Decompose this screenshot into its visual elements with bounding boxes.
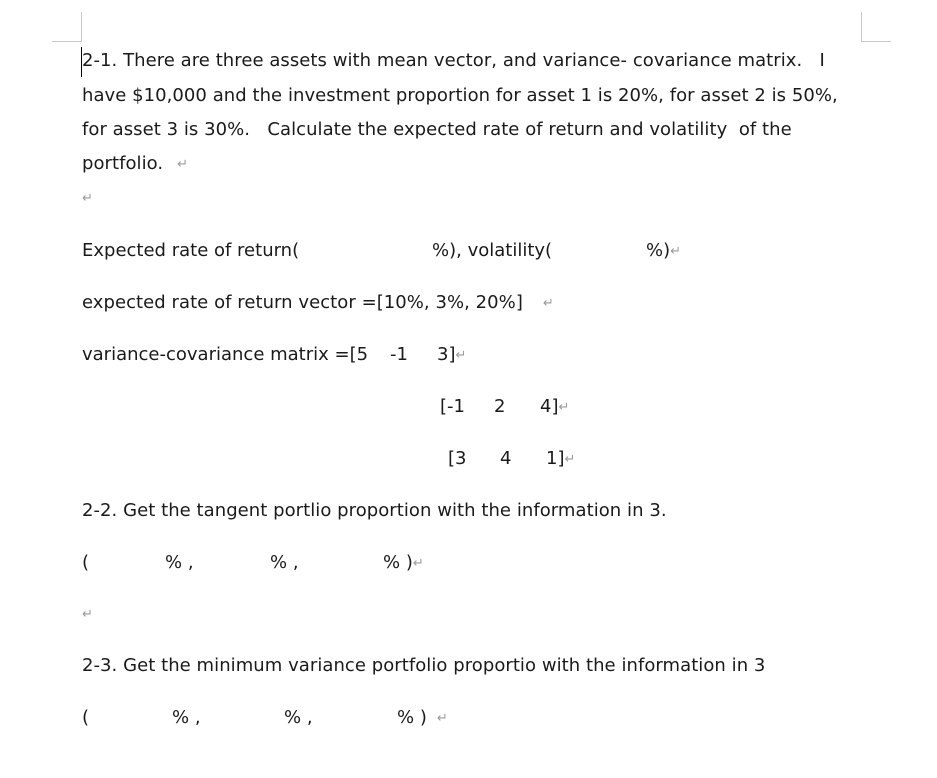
q1-answer-prefix: Expected rate of return( bbox=[82, 240, 300, 261]
q2-question[interactable]: 2-2. Get the tangent portlio proportion with the information in 3. bbox=[82, 500, 667, 521]
q2-blank-2: % , bbox=[270, 552, 299, 573]
matrix-r1-c2: -1 bbox=[390, 344, 408, 365]
matrix-r1-c3-text: 3] bbox=[437, 344, 456, 365]
q3-blank-open: ( bbox=[82, 707, 90, 728]
matrix-r2-c2: 2 bbox=[494, 396, 506, 417]
paragraph-mark-icon: ↵ bbox=[670, 244, 682, 259]
q3-blank-3-text: % ) bbox=[397, 707, 427, 728]
paragraph-mark-icon: ↵ bbox=[564, 452, 576, 467]
matrix-r3-c2: 4 bbox=[500, 448, 512, 469]
crop-mark-top-left-vertical bbox=[81, 12, 82, 42]
paragraph-mark-icon: ↵ bbox=[455, 348, 467, 363]
q2-blank-3 bbox=[383, 552, 424, 576]
q1-line-1[interactable]: 2-1. There are three assets with mean vector, and variance- covariance matrix. I bbox=[82, 50, 825, 71]
paragraph-mark-icon: ↵ bbox=[177, 157, 189, 172]
q1-line-2[interactable]: have $10,000 and the investment proportion for asset 1 is 20%, for asset 2 is 50%, bbox=[82, 85, 838, 106]
paragraph-mark-icon: ↵ bbox=[436, 711, 448, 726]
matrix-r1-c3 bbox=[437, 344, 466, 368]
paragraph-mark-icon: ↵ bbox=[542, 296, 554, 311]
matrix-label: variance-covariance matrix =[5 bbox=[82, 344, 369, 365]
matrix-r3-c3-text: 1] bbox=[546, 448, 565, 469]
q1-line-4[interactable] bbox=[82, 153, 188, 177]
q2-blank-open: ( bbox=[82, 552, 90, 573]
q1-vector-line[interactable] bbox=[82, 292, 554, 316]
empty-paragraph-2[interactable] bbox=[82, 603, 93, 627]
q1-line-3[interactable]: for asset 3 is 30%. Calculate the expected rate of return and volatility of the bbox=[82, 119, 792, 140]
q2-blank-1: % , bbox=[165, 552, 194, 573]
q3-blank-1: % , bbox=[172, 707, 201, 728]
q1-vector-text: expected rate of return vector =[10%, 3%, 20%] bbox=[82, 292, 523, 313]
matrix-r2-c1: [-1 bbox=[440, 396, 465, 417]
q3-question[interactable]: 2-3. Get the minimum variance portfolio proportio with the information in 3 bbox=[82, 655, 766, 676]
empty-paragraph-1[interactable] bbox=[82, 187, 93, 211]
paragraph-mark-icon: ↵ bbox=[82, 191, 93, 206]
matrix-r3-c1: [3 bbox=[448, 448, 467, 469]
crop-mark-top-right-vertical bbox=[861, 12, 862, 42]
q2-blank-3-text: % ) bbox=[383, 552, 413, 573]
paragraph-mark-icon: ↵ bbox=[412, 556, 424, 571]
paragraph-mark-icon: ↵ bbox=[82, 607, 93, 622]
q1-answer-end-text: %) bbox=[646, 240, 671, 261]
q1-answer-mid: %), volatility( bbox=[432, 240, 553, 261]
q1-answer-end bbox=[646, 240, 681, 264]
crop-mark-top-left-horizontal bbox=[52, 41, 82, 42]
q3-blank-2: % , bbox=[284, 707, 313, 728]
matrix-r2-c3-text: 4] bbox=[540, 396, 559, 417]
paragraph-mark-icon: ↵ bbox=[558, 400, 570, 415]
q1-line-4-text: portfolio. bbox=[82, 153, 164, 174]
crop-mark-top-right-horizontal bbox=[861, 41, 891, 42]
matrix-r2-c3 bbox=[540, 396, 569, 420]
matrix-r3-c3 bbox=[546, 448, 575, 472]
q3-blank-3 bbox=[397, 707, 448, 731]
